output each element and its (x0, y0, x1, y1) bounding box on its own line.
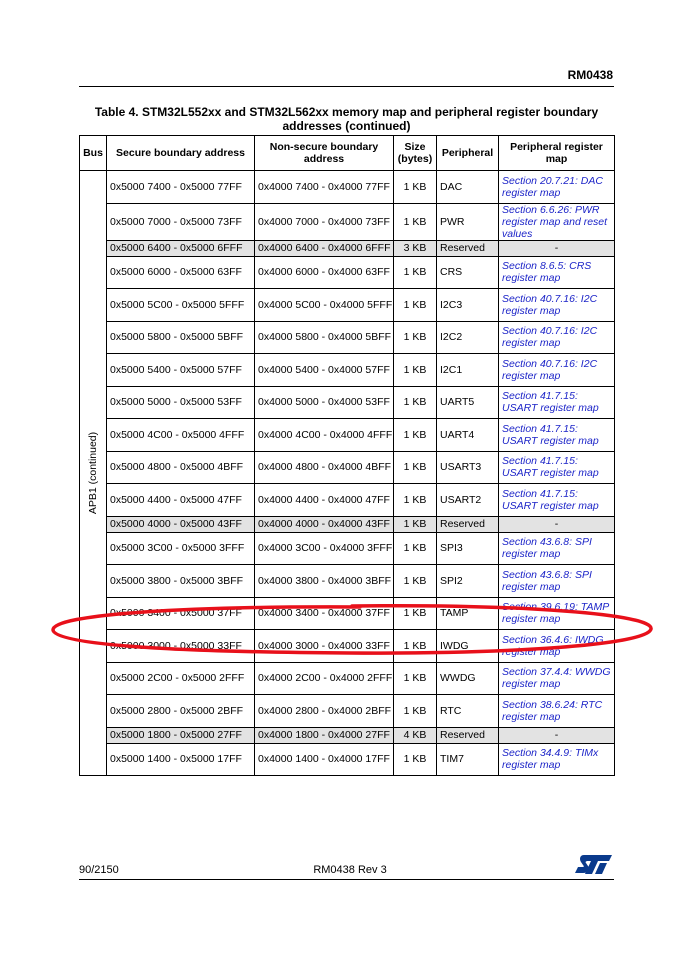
register-map-link[interactable]: Section 41.7.15: USART register map (499, 386, 615, 419)
peripheral-cell: DAC (437, 171, 499, 204)
column-header: Peripheral (437, 136, 499, 171)
nonsecure-address-cell: 0x4000 2C00 - 0x4000 2FFF (255, 662, 394, 695)
column-header: Secure boundary address (107, 136, 255, 171)
register-map-cell: - (499, 240, 615, 256)
peripheral-cell: PWR (437, 203, 499, 240)
peripheral-cell: Reserved (437, 240, 499, 256)
column-header: Bus (80, 136, 107, 171)
size-cell: 1 KB (394, 386, 437, 419)
nonsecure-address-cell: 0x4000 5C00 - 0x4000 5FFF (255, 289, 394, 322)
secure-address-cell: 0x5000 4000 - 0x5000 43FF (107, 516, 255, 532)
register-map-link[interactable]: Section 6.6.26: PWR register map and reset values (499, 203, 615, 240)
nonsecure-address-cell: 0x4000 5400 - 0x4000 57FF (255, 354, 394, 387)
nonsecure-address-cell: 0x4000 4C00 - 0x4000 4FFF (255, 419, 394, 452)
peripheral-cell: USART3 (437, 451, 499, 484)
nonsecure-address-cell: 0x4000 6400 - 0x4000 6FFF (255, 240, 394, 256)
st-logo-icon (574, 853, 614, 875)
table-row (80, 743, 615, 776)
secure-address-cell: 0x5000 4400 - 0x5000 47FF (107, 484, 255, 517)
nonsecure-address-cell: 0x4000 3C00 - 0x4000 3FFF (255, 532, 394, 565)
secure-address-cell: 0x5000 2C00 - 0x5000 2FFF (107, 662, 255, 695)
table-header-row (80, 136, 615, 171)
nonsecure-address-cell: 0x4000 1800 - 0x4000 27FF (255, 727, 394, 743)
register-map-link[interactable]: Section 41.7.15: USART register map (499, 484, 615, 517)
footer-page-number: 90/2150 (79, 864, 119, 876)
size-cell: 1 KB (394, 451, 437, 484)
table-row (80, 565, 615, 598)
size-cell: 1 KB (394, 289, 437, 322)
register-map-link[interactable]: Section 40.7.16: I2C register map (499, 289, 615, 322)
secure-address-cell: 0x5000 3800 - 0x5000 3BFF (107, 565, 255, 598)
size-cell: 1 KB (394, 565, 437, 598)
table-row (80, 484, 615, 517)
size-cell: 1 KB (394, 630, 437, 663)
table-row (80, 630, 615, 663)
peripheral-cell: TIM7 (437, 743, 499, 776)
size-cell: 1 KB (394, 532, 437, 565)
table-row (80, 321, 615, 354)
bus-cell (80, 171, 107, 776)
table-row (80, 695, 615, 728)
table-row (80, 597, 615, 630)
nonsecure-address-cell: 0x4000 7400 - 0x4000 77FF (255, 171, 394, 204)
peripheral-cell: Reserved (437, 727, 499, 743)
register-map-link[interactable]: Section 38.6.24: RTC register map (499, 695, 615, 728)
register-map-link[interactable]: Section 39.6.19: TAMP register map (499, 597, 615, 630)
peripheral-cell: TAMP (437, 597, 499, 630)
secure-address-cell: 0x5000 4800 - 0x5000 4BFF (107, 451, 255, 484)
register-map-link[interactable]: Section 34.4.9: TIMx register map (499, 743, 615, 776)
column-header: Peripheral register map (499, 136, 615, 171)
register-map-cell: - (499, 727, 615, 743)
secure-address-cell: 0x5000 3C00 - 0x5000 3FFF (107, 532, 255, 565)
table-body (80, 171, 615, 776)
register-map-link[interactable]: Section 41.7.15: USART register map (499, 419, 615, 452)
table-row (80, 662, 615, 695)
nonsecure-address-cell: 0x4000 5000 - 0x4000 53FF (255, 386, 394, 419)
peripheral-cell: Reserved (437, 516, 499, 532)
peripheral-cell: I2C3 (437, 289, 499, 322)
size-cell: 1 KB (394, 354, 437, 387)
secure-address-cell: 0x5000 5C00 - 0x5000 5FFF (107, 289, 255, 322)
register-map-link[interactable]: Section 8.6.5: CRS register map (499, 256, 615, 289)
footer-revision: RM0438 Rev 3 (313, 864, 387, 876)
nonsecure-address-cell: 0x4000 6000 - 0x4000 63FF (255, 256, 394, 289)
table-row (80, 386, 615, 419)
secure-address-cell: 0x5000 7400 - 0x5000 77FF (107, 171, 255, 204)
nonsecure-address-cell: 0x4000 4400 - 0x4000 47FF (255, 484, 394, 517)
peripheral-cell: WWDG (437, 662, 499, 695)
size-cell: 3 KB (394, 240, 437, 256)
secure-address-cell: 0x5000 6400 - 0x5000 6FFF (107, 240, 255, 256)
footer-rule (79, 879, 614, 880)
table-title: Table 4. STM32L552xx and STM32L562xx memory map and peripheral register boundary addresses (continued) (94, 105, 599, 133)
nonsecure-address-cell: 0x4000 4800 - 0x4000 4BFF (255, 451, 394, 484)
bus-label: APB1 (continued) (87, 431, 99, 515)
table-row (80, 419, 615, 452)
table-row (80, 171, 615, 204)
size-cell: 4 KB (394, 727, 437, 743)
secure-address-cell: 0x5000 4C00 - 0x5000 4FFF (107, 419, 255, 452)
table-row (80, 240, 615, 256)
nonsecure-address-cell: 0x4000 5800 - 0x4000 5BFF (255, 321, 394, 354)
register-map-link[interactable]: Section 40.7.16: I2C register map (499, 354, 615, 387)
table-row (80, 203, 615, 240)
peripheral-cell: USART2 (437, 484, 499, 517)
size-cell: 1 KB (394, 321, 437, 354)
table-row (80, 727, 615, 743)
register-map-link[interactable]: Section 43.6.8: SPI register map (499, 532, 615, 565)
register-map-link[interactable]: Section 43.6.8: SPI register map (499, 565, 615, 598)
peripheral-cell: RTC (437, 695, 499, 728)
size-cell: 1 KB (394, 597, 437, 630)
nonsecure-address-cell: 0x4000 3400 - 0x4000 37FF (255, 597, 394, 630)
size-cell: 1 KB (394, 256, 437, 289)
peripheral-cell: IWDG (437, 630, 499, 663)
table-row (80, 289, 615, 322)
secure-address-cell: 0x5000 5000 - 0x5000 53FF (107, 386, 255, 419)
register-map-link[interactable]: Section 40.7.16: I2C register map (499, 321, 615, 354)
register-map-link[interactable]: Section 37.4.4: WWDG register map (499, 662, 615, 695)
column-header: Non-secure boundary address (255, 136, 394, 171)
header-rule (79, 86, 614, 87)
nonsecure-address-cell: 0x4000 1400 - 0x4000 17FF (255, 743, 394, 776)
column-header: Size (bytes) (394, 136, 437, 171)
memory-map-table-wrapper (79, 135, 614, 776)
size-cell: 1 KB (394, 419, 437, 452)
size-cell: 1 KB (394, 203, 437, 240)
nonsecure-address-cell: 0x4000 2800 - 0x4000 2BFF (255, 695, 394, 728)
memory-map-table (79, 135, 615, 776)
secure-address-cell: 0x5000 7000 - 0x5000 73FF (107, 203, 255, 240)
secure-address-cell: 0x5000 3400 - 0x5000 37FF (107, 597, 255, 630)
register-map-cell: - (499, 516, 615, 532)
table-row (80, 516, 615, 532)
nonsecure-address-cell: 0x4000 7000 - 0x4000 73FF (255, 203, 394, 240)
size-cell: 1 KB (394, 516, 437, 532)
peripheral-cell: I2C2 (437, 321, 499, 354)
size-cell: 1 KB (394, 743, 437, 776)
peripheral-cell: SPI3 (437, 532, 499, 565)
secure-address-cell: 0x5000 5800 - 0x5000 5BFF (107, 321, 255, 354)
nonsecure-address-cell: 0x4000 3800 - 0x4000 3BFF (255, 565, 394, 598)
doc-code: RM0438 (567, 68, 613, 82)
register-map-link[interactable]: Section 41.7.15: USART register map (499, 451, 615, 484)
size-cell: 1 KB (394, 695, 437, 728)
size-cell: 1 KB (394, 484, 437, 517)
secure-address-cell: 0x5000 6000 - 0x5000 63FF (107, 256, 255, 289)
secure-address-cell: 0x5000 5400 - 0x5000 57FF (107, 354, 255, 387)
size-cell: 1 KB (394, 171, 437, 204)
register-map-link[interactable]: Section 20.7.21: DAC register map (499, 171, 615, 204)
peripheral-cell: UART4 (437, 419, 499, 452)
nonsecure-address-cell: 0x4000 3000 - 0x4000 33FF (255, 630, 394, 663)
nonsecure-address-cell: 0x4000 4000 - 0x4000 43FF (255, 516, 394, 532)
table-row (80, 532, 615, 565)
peripheral-cell: SPI2 (437, 565, 499, 598)
secure-address-cell: 0x5000 1800 - 0x5000 27FF (107, 727, 255, 743)
secure-address-cell: 0x5000 3000 - 0x5000 33FF (107, 630, 255, 663)
size-cell: 1 KB (394, 662, 437, 695)
peripheral-cell: CRS (437, 256, 499, 289)
peripheral-cell: I2C1 (437, 354, 499, 387)
table-row (80, 256, 615, 289)
table-row (80, 451, 615, 484)
table-row (80, 354, 615, 387)
secure-address-cell: 0x5000 2800 - 0x5000 2BFF (107, 695, 255, 728)
peripheral-cell: UART5 (437, 386, 499, 419)
secure-address-cell: 0x5000 1400 - 0x5000 17FF (107, 743, 255, 776)
register-map-link[interactable]: Section 36.4.6: IWDG register map (499, 630, 615, 663)
